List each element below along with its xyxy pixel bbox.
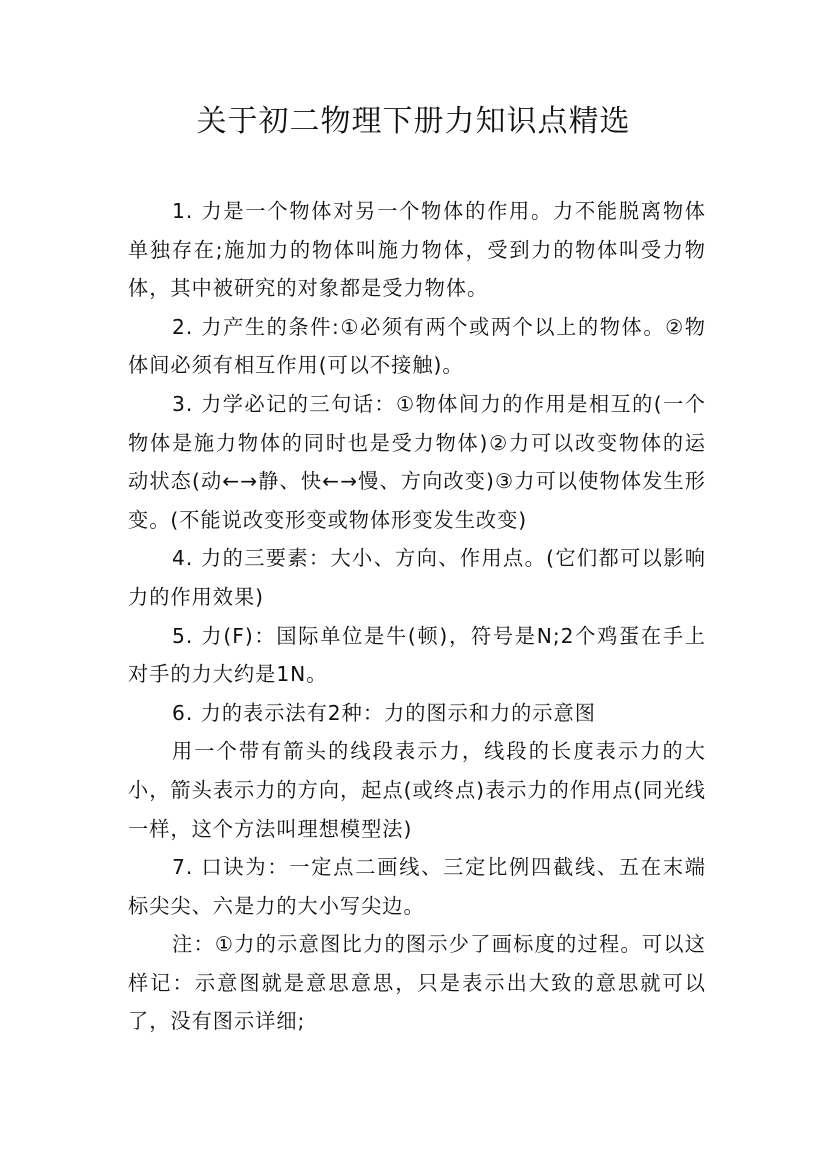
paragraph-item-3: 3. 力学必记的三句话：①物体间力的作用是相互的(一个物体是施力物体的同时也是受力物体)②力可以改变物体的运动状态(动←→静、快←→慢、方向改变)③力可以使物体发生形变。(不能说改变形变或物体形变发生改变) bbox=[128, 391, 706, 532]
paragraph-item-5: 5. 力(F)：国际单位是牛(顿)，符号是N;2个鸡蛋在手上对手的力大约是1N。 bbox=[128, 623, 706, 687]
paragraph-representation-method: 用一个带有箭头的线段表示力，线段的长度表示力的大小，箭头表示力的方向，起点(或终点)表示力的作用点(同光线一样，这个方法叫理想模型法) bbox=[128, 739, 706, 841]
paragraph-item-6: 6. 力的表示法有2种：力的图示和力的示意图 bbox=[172, 700, 596, 725]
paragraph-item-4: 4. 力的三要素：大小、方向、作用点。(它们都可以影响力的作用效果) bbox=[128, 546, 706, 609]
page-title: 关于初二物理下册力知识点精选 bbox=[196, 104, 631, 139]
document-body bbox=[128, 192, 706, 1041]
paragraph-item-1: 1. 力是一个物体对另一个物体的作用。力不能脱离物体单独存在;施加力的物体叫施力物体，受到力的物体叫受力物体，其中被研究的对象都是受力物体。 bbox=[128, 199, 706, 301]
paragraph-item-7: 7. 口诀为：一定点二画线、三定比例四截线、五在末端标尖尖、六是力的大小写尖边。 bbox=[128, 855, 706, 918]
paragraph-note: 注：①力的示意图比力的图示少了画标度的过程。可以这样记：示意图就是意思意思，只是表示出大致的意思就可以了，没有图示详细; bbox=[128, 932, 706, 1034]
paragraph-item-2: 2. 力产生的条件:①必须有两个或两个以上的物体。②物体间必须有相互作用(可以不接触)。 bbox=[128, 314, 706, 378]
